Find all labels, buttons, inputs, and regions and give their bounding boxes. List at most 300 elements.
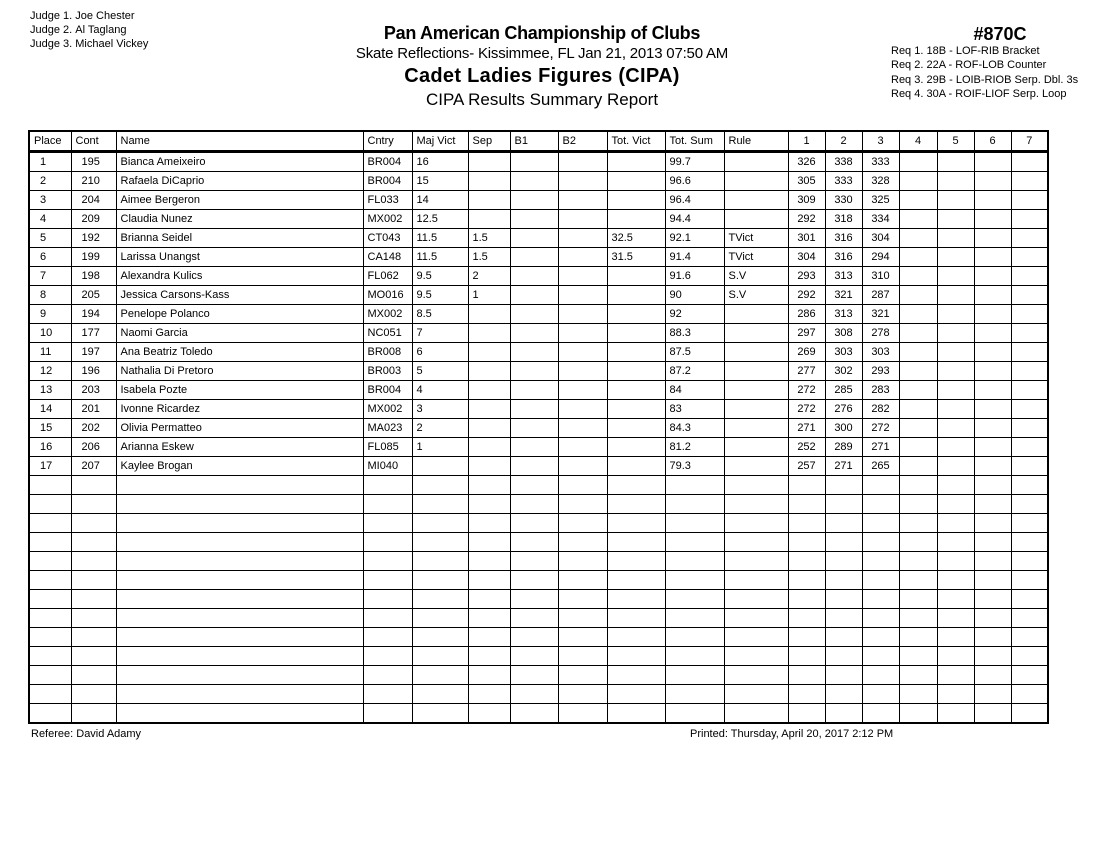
empty-cell [412, 533, 468, 552]
cell-cntry: BR004 [363, 381, 412, 400]
column-header-5: 5 [937, 131, 974, 152]
cell-name: Bianca Ameixeiro [116, 152, 363, 172]
cell-j2: 318 [825, 210, 862, 229]
cell-b1 [510, 152, 558, 172]
column-header-cntry: Cntry [363, 131, 412, 152]
empty-cell [363, 609, 412, 628]
cell-b2 [558, 362, 607, 381]
empty-cell [974, 647, 1011, 666]
empty-cell [1011, 628, 1048, 647]
cell-maj: 5 [412, 362, 468, 381]
cell-totsum: 96.4 [665, 191, 724, 210]
cell-j6 [974, 210, 1011, 229]
cell-j1: 292 [788, 286, 825, 305]
empty-cell [899, 685, 937, 704]
empty-cell [724, 495, 788, 514]
empty-cell [29, 533, 71, 552]
cell-totvict [607, 362, 665, 381]
empty-cell [825, 685, 862, 704]
cell-cntry: MI040 [363, 457, 412, 476]
empty-cell [937, 704, 974, 724]
cell-cont: 199 [71, 248, 116, 267]
cell-maj: 15 [412, 172, 468, 191]
cell-b1 [510, 229, 558, 248]
table-row [29, 191, 1048, 210]
empty-cell [510, 476, 558, 495]
empty-cell [788, 647, 825, 666]
empty-cell [607, 647, 665, 666]
cell-j2: 303 [825, 343, 862, 362]
empty-cell [724, 628, 788, 647]
empty-cell [468, 628, 510, 647]
empty-cell [412, 685, 468, 704]
cell-j1: 272 [788, 400, 825, 419]
empty-cell [899, 590, 937, 609]
empty-cell [1011, 590, 1048, 609]
cell-j2: 316 [825, 229, 862, 248]
requirement-3: Req 3. 29B - LOIB-RIOB Serp. Dbl. 3s [891, 73, 1079, 86]
empty-cell [937, 476, 974, 495]
empty-cell [899, 476, 937, 495]
empty-cell [510, 628, 558, 647]
cell-totsum: 79.3 [665, 457, 724, 476]
cell-cont: 206 [71, 438, 116, 457]
empty-cell [363, 571, 412, 590]
empty-cell [825, 476, 862, 495]
empty-cell [788, 609, 825, 628]
cell-name: Nathalia Di Pretoro [116, 362, 363, 381]
cell-j6 [974, 172, 1011, 191]
empty-cell [974, 590, 1011, 609]
cell-name: Penelope Polanco [116, 305, 363, 324]
empty-cell [510, 514, 558, 533]
empty-cell [412, 666, 468, 685]
cell-j5 [937, 438, 974, 457]
empty-cell [1011, 685, 1048, 704]
cell-b1 [510, 191, 558, 210]
event-code: #870C [973, 24, 1027, 44]
cell-j4 [899, 152, 937, 172]
cell-totsum: 96.6 [665, 172, 724, 191]
empty-cell [412, 514, 468, 533]
cell-j7 [1011, 305, 1048, 324]
cell-j4 [899, 381, 937, 400]
cell-maj: 3 [412, 400, 468, 419]
cell-b2 [558, 381, 607, 400]
cell-j3: 334 [862, 210, 899, 229]
cell-j3: 304 [862, 229, 899, 248]
column-header-tot-vict: Tot. Vict [607, 131, 665, 152]
empty-cell [29, 514, 71, 533]
referee-label: Referee: David Adamy [31, 728, 142, 740]
cell-j1: 305 [788, 172, 825, 191]
table-row [29, 438, 1048, 457]
empty-cell [825, 628, 862, 647]
cell-cntry: MX002 [363, 400, 412, 419]
requirement-4: Req 4. 30A - ROIF-LIOF Serp. Loop [891, 87, 1067, 100]
empty-cell [665, 476, 724, 495]
judge-1: Judge 1. Joe Chester [30, 10, 135, 22]
cell-name: Larissa Unangst [116, 248, 363, 267]
column-header-cont: Cont [71, 131, 116, 152]
empty-cell [412, 609, 468, 628]
cell-b1 [510, 305, 558, 324]
cell-j3: 282 [862, 400, 899, 419]
table-row [29, 248, 1048, 267]
cell-j7 [1011, 248, 1048, 267]
empty-cell [468, 590, 510, 609]
cell-j5 [937, 362, 974, 381]
empty-cell [468, 704, 510, 724]
empty-cell [116, 476, 363, 495]
cell-j3: 310 [862, 267, 899, 286]
table-row [29, 381, 1048, 400]
empty-cell [1011, 533, 1048, 552]
cell-cntry: MX002 [363, 210, 412, 229]
cell-name: Isabela Pozte [116, 381, 363, 400]
cell-j7 [1011, 210, 1048, 229]
cell-totsum: 90 [665, 286, 724, 305]
table-row [29, 152, 1048, 172]
cell-name: Ana Beatriz Toledo [116, 343, 363, 362]
column-header-2: 2 [825, 131, 862, 152]
cell-j3: 328 [862, 172, 899, 191]
empty-cell [862, 571, 899, 590]
cell-totsum: 92 [665, 305, 724, 324]
cell-j7 [1011, 267, 1048, 286]
cell-j6 [974, 400, 1011, 419]
cell-b1 [510, 362, 558, 381]
cell-j7 [1011, 286, 1048, 305]
cell-name: Olivia Permatteo [116, 419, 363, 438]
column-header-maj-vict: Maj Vict [412, 131, 468, 152]
empty-cell [71, 533, 116, 552]
empty-cell [29, 476, 71, 495]
cell-j2: 313 [825, 267, 862, 286]
cell-b2 [558, 419, 607, 438]
cell-name: Brianna Seidel [116, 229, 363, 248]
cell-j7 [1011, 362, 1048, 381]
table-row [29, 229, 1048, 248]
empty-cell [862, 647, 899, 666]
cell-cntry: FL033 [363, 191, 412, 210]
cell-name: Kaylee Brogan [116, 457, 363, 476]
cell-rule [724, 362, 788, 381]
cell-j7 [1011, 152, 1048, 172]
cell-b2 [558, 457, 607, 476]
empty-cell [558, 609, 607, 628]
empty-cell [937, 647, 974, 666]
table-row [29, 286, 1048, 305]
empty-cell [724, 685, 788, 704]
judges-list [30, 9, 148, 51]
cell-j5 [937, 400, 974, 419]
empty-cell [788, 666, 825, 685]
cell-j2: 330 [825, 191, 862, 210]
empty-cell [558, 666, 607, 685]
empty-cell [71, 647, 116, 666]
cell-name: Naomi Garcia [116, 324, 363, 343]
empty-cell [363, 514, 412, 533]
cell-j4 [899, 286, 937, 305]
cell-cntry: MX002 [363, 305, 412, 324]
empty-cell [558, 514, 607, 533]
empty-cell [363, 476, 412, 495]
cell-totvict [607, 457, 665, 476]
venue-date: Skate Reflections- Kissimmee, FL Jan 21, 2013 07:50 AM [355, 45, 729, 62]
cell-totvict [607, 400, 665, 419]
cell-j3: 271 [862, 438, 899, 457]
empty-cell [558, 685, 607, 704]
cell-totvict [607, 152, 665, 172]
column-header-place: Place [29, 131, 71, 152]
cell-rule: TVict [724, 229, 788, 248]
cell-j2: 271 [825, 457, 862, 476]
empty-cell [71, 571, 116, 590]
cell-place: 9 [29, 305, 71, 324]
empty-cell [116, 685, 363, 704]
column-header-b2: B2 [558, 131, 607, 152]
cell-totsum: 84.3 [665, 419, 724, 438]
empty-cell [1011, 647, 1048, 666]
cell-j1: 326 [788, 152, 825, 172]
cell-totvict [607, 305, 665, 324]
empty-cell [71, 514, 116, 533]
empty-cell [468, 495, 510, 514]
empty-cell [1011, 514, 1048, 533]
cell-j6 [974, 305, 1011, 324]
empty-cell [363, 533, 412, 552]
cell-j5 [937, 248, 974, 267]
cell-place: 14 [29, 400, 71, 419]
cell-cntry: CA148 [363, 248, 412, 267]
cell-j6 [974, 438, 1011, 457]
table-row [29, 400, 1048, 419]
empty-cell [974, 628, 1011, 647]
empty-cell [468, 533, 510, 552]
empty-cell [937, 552, 974, 571]
cell-j5 [937, 419, 974, 438]
cell-j7 [1011, 172, 1048, 191]
empty-cell [937, 590, 974, 609]
cell-cont: 205 [71, 286, 116, 305]
empty-cell [937, 666, 974, 685]
cell-rule [724, 381, 788, 400]
cell-j2: 285 [825, 381, 862, 400]
cell-j4 [899, 229, 937, 248]
table-row [29, 343, 1048, 362]
empty-cell [363, 495, 412, 514]
empty-cell [665, 514, 724, 533]
empty-cell [825, 533, 862, 552]
empty-cell [363, 666, 412, 685]
cell-place: 16 [29, 438, 71, 457]
empty-cell [116, 590, 363, 609]
column-header-4: 4 [899, 131, 937, 152]
cell-j5 [937, 305, 974, 324]
cell-sep [468, 152, 510, 172]
cell-j5 [937, 210, 974, 229]
empty-cell [899, 704, 937, 724]
cell-totvict [607, 191, 665, 210]
cell-b1 [510, 267, 558, 286]
empty-cell [510, 571, 558, 590]
empty-cell [862, 590, 899, 609]
empty-cell [363, 552, 412, 571]
empty-cell [558, 476, 607, 495]
empty-cell [788, 476, 825, 495]
table-body [29, 152, 1048, 724]
empty-cell [862, 704, 899, 724]
cell-j2: 289 [825, 438, 862, 457]
cell-cont: 195 [71, 152, 116, 172]
empty-cell [788, 628, 825, 647]
cell-cntry: FL062 [363, 267, 412, 286]
cell-j4 [899, 457, 937, 476]
cell-j4 [899, 267, 937, 286]
empty-cell [412, 571, 468, 590]
cell-j2: 302 [825, 362, 862, 381]
empty-cell [862, 552, 899, 571]
table-row [29, 457, 1048, 476]
cell-b1 [510, 381, 558, 400]
cell-sep [468, 324, 510, 343]
cell-j3: 333 [862, 152, 899, 172]
cell-place: 7 [29, 267, 71, 286]
cell-rule [724, 457, 788, 476]
empty-cell [510, 609, 558, 628]
empty-cell [71, 552, 116, 571]
cell-totvict [607, 438, 665, 457]
empty-cell [825, 552, 862, 571]
cell-b1 [510, 172, 558, 191]
cell-sep [468, 457, 510, 476]
cell-j5 [937, 381, 974, 400]
empty-cell [412, 590, 468, 609]
empty-cell [862, 495, 899, 514]
printed-date: Printed: Thursday, April 20, 2017 2:12 PM [690, 728, 894, 740]
empty-cell [510, 647, 558, 666]
empty-cell [607, 666, 665, 685]
empty-cell [788, 685, 825, 704]
cell-rule [724, 191, 788, 210]
cell-totsum: 81.2 [665, 438, 724, 457]
empty-cell [510, 533, 558, 552]
empty-cell [607, 590, 665, 609]
cell-totvict [607, 286, 665, 305]
cell-j6 [974, 152, 1011, 172]
cell-j1: 252 [788, 438, 825, 457]
empty-cell [29, 685, 71, 704]
table-row [29, 172, 1048, 191]
empty-row [29, 476, 1048, 495]
empty-cell [468, 666, 510, 685]
empty-cell [29, 666, 71, 685]
cell-sep: 2 [468, 267, 510, 286]
column-header-tot-sum: Tot. Sum [665, 131, 724, 152]
cell-b2 [558, 248, 607, 267]
cell-j6 [974, 324, 1011, 343]
column-header-name: Name [116, 131, 363, 152]
empty-cell [116, 552, 363, 571]
empty-cell [363, 704, 412, 724]
empty-cell [116, 514, 363, 533]
empty-cell [468, 685, 510, 704]
cell-totvict [607, 419, 665, 438]
empty-row [29, 590, 1048, 609]
cell-cont: 192 [71, 229, 116, 248]
cell-totvict [607, 381, 665, 400]
cell-b1 [510, 286, 558, 305]
empty-cell [412, 495, 468, 514]
cell-j3: 283 [862, 381, 899, 400]
cell-name: Jessica Carsons-Kass [116, 286, 363, 305]
empty-cell [1011, 495, 1048, 514]
empty-row [29, 571, 1048, 590]
empty-cell [724, 571, 788, 590]
cell-j7 [1011, 419, 1048, 438]
cell-cont: 196 [71, 362, 116, 381]
empty-cell [412, 704, 468, 724]
cell-j4 [899, 400, 937, 419]
cell-cntry: BR003 [363, 362, 412, 381]
empty-cell [937, 533, 974, 552]
cell-totsum: 87.2 [665, 362, 724, 381]
cell-j1: 309 [788, 191, 825, 210]
empty-cell [974, 495, 1011, 514]
table-row [29, 419, 1048, 438]
empty-cell [510, 590, 558, 609]
empty-cell [558, 704, 607, 724]
empty-cell [558, 533, 607, 552]
cell-b2 [558, 286, 607, 305]
empty-cell [899, 609, 937, 628]
cell-j1: 304 [788, 248, 825, 267]
cell-j3: 321 [862, 305, 899, 324]
empty-cell [825, 571, 862, 590]
empty-cell [974, 571, 1011, 590]
cell-rule [724, 400, 788, 419]
empty-cell [363, 590, 412, 609]
cell-name: Arianna Eskew [116, 438, 363, 457]
cell-rule: S.V [724, 286, 788, 305]
empty-cell [1011, 571, 1048, 590]
cell-cont: 209 [71, 210, 116, 229]
empty-cell [974, 533, 1011, 552]
empty-cell [71, 609, 116, 628]
empty-cell [71, 476, 116, 495]
cell-maj: 4 [412, 381, 468, 400]
cell-b2 [558, 267, 607, 286]
cell-sep: 1.5 [468, 229, 510, 248]
cell-cntry: MA023 [363, 419, 412, 438]
empty-cell [862, 609, 899, 628]
empty-cell [116, 704, 363, 724]
empty-cell [1011, 609, 1048, 628]
cell-j5 [937, 191, 974, 210]
cell-maj: 9.5 [412, 286, 468, 305]
empty-cell [665, 609, 724, 628]
cell-maj: 14 [412, 191, 468, 210]
cell-j1: 272 [788, 381, 825, 400]
cell-sep [468, 381, 510, 400]
cell-b2 [558, 152, 607, 172]
empty-cell [862, 476, 899, 495]
cell-j1: 271 [788, 419, 825, 438]
empty-cell [724, 609, 788, 628]
cell-cntry: MO016 [363, 286, 412, 305]
event-title: Pan American Championship of Clubs [383, 23, 701, 43]
